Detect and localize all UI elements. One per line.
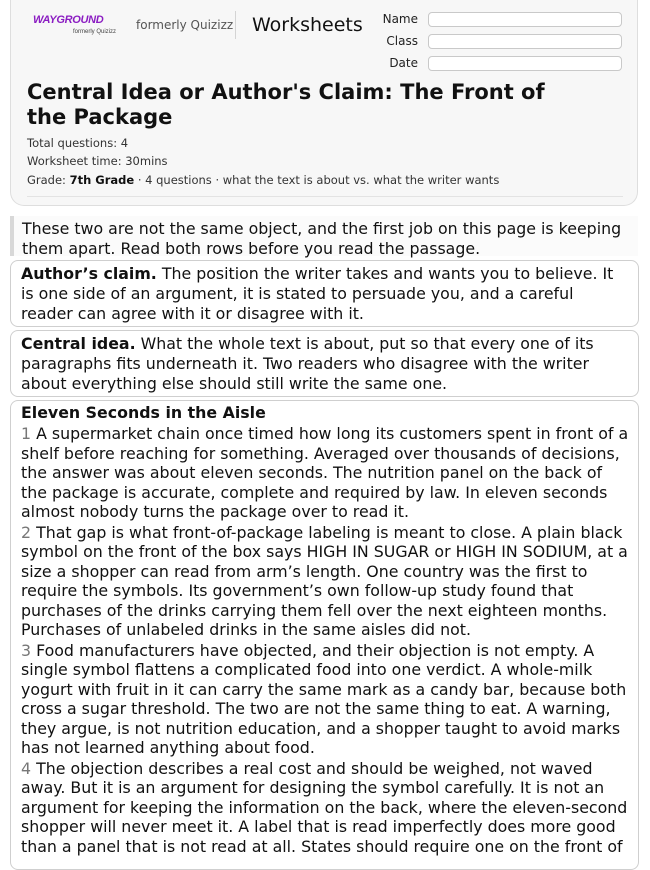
name-field[interactable] xyxy=(428,12,622,27)
paragraph-number: 3 xyxy=(21,640,32,660)
paragraph-number: 4 xyxy=(21,758,32,778)
logo-subtitle: formerly Quizizz xyxy=(73,29,117,35)
definition-text: What the whole text is about, put so that every one of its paragraphs fits underneath it. Two readers who disagree with the writer about everything else should still write the same one. xyxy=(21,334,594,393)
class-field[interactable] xyxy=(428,34,622,49)
grade-suffix: · 4 questions · what the text is about vs. what the writer wants xyxy=(134,173,500,187)
definition-authors-claim xyxy=(10,260,639,327)
wayground-logo xyxy=(33,14,123,38)
definition-term: Author’s claim. xyxy=(21,264,157,283)
total-questions: Total questions: 4 xyxy=(27,136,129,150)
formerly-quizizz-text: formerly Quizizz xyxy=(136,18,234,32)
paragraph-2 xyxy=(21,523,630,640)
passage xyxy=(10,400,639,870)
paragraph-text: That gap is what front-of-package labeling is meant to close. A plain black symbol on the front of the box says HIGH IN SUGAR or HIGH IN SODIUM, at a size a shopper can read from arm’s length. One country was the first to require the symbols. Its government’s own follow-up study found that purchases of the drinks carrying them fell over the next eighteen months. Purchases of unlabeled drinks in the same aisles did not. xyxy=(21,522,628,639)
definition-term: Central idea. xyxy=(21,334,136,353)
grade-value: 7th Grade xyxy=(69,173,135,187)
worksheet-time: Worksheet time: 30mins xyxy=(27,154,168,168)
paragraph-number: 2 xyxy=(21,522,32,542)
passage-title: Eleven Seconds in the Aisle xyxy=(21,403,266,422)
paragraph-4 xyxy=(21,759,630,857)
worksheets-label: Worksheets xyxy=(252,14,363,36)
header-rule xyxy=(27,196,623,197)
definition-central-idea xyxy=(10,330,639,397)
paragraph-1 xyxy=(21,424,630,522)
header-divider xyxy=(235,11,236,39)
worksheet-header xyxy=(10,0,638,206)
date-label: Date xyxy=(389,56,418,70)
paragraph-text: The objection describes a real cost and should be weighed, not waved away. But it is an argument for designing the symbol carefully. It is not an argument for keeping the information on the back, where the eleven-second shopper will never meet it. A label that is read imperfectly does more good than a panel that is not read at all. States should require one on the front of xyxy=(21,758,628,856)
paragraph-text: Food manufacturers have objected, and their objection is not empty. A single symbol flattens a complicated food into one verdict. A whole-milk yogurt with fruit in it can carry the same mark as a candy bar, because both cross a sugar threshold. The two are not the same thing to eat. A warning, they argue, is not nutrition education, and a shopper taught to avoid marks has not learned anything about food. xyxy=(21,640,627,757)
logo-wordmark: WAYGROUND xyxy=(33,14,104,26)
grade-prefix: Grade: xyxy=(27,173,70,187)
intro-note: These two are not the same object, and the first job on this page is keeping them apart. Read both rows before you read the passage. xyxy=(10,216,638,256)
grade-line xyxy=(27,173,499,187)
paragraph-text: A supermarket chain once timed how long its customers spent in front of a shelf before reaching for something. Averaged over thousands of decisions, the answer was about eleven seconds. The nutrition panel on the back of the package is accurate, complete and required by law. In eleven seconds almost nobody turns the package over to read it. xyxy=(21,424,629,521)
name-label: Name xyxy=(382,12,418,26)
paragraph-number: 1 xyxy=(21,424,32,443)
definition-text: The position the writer takes and wants you to believe. It is one side of an argument, it is stated to persuade you, and a careful reader can agree with it or disagree with it. xyxy=(21,264,614,323)
paragraph-3 xyxy=(21,641,630,758)
worksheet-title: Central Idea or Author's Claim: The Front of the Package xyxy=(27,80,545,129)
class-label: Class xyxy=(386,34,418,48)
date-field[interactable] xyxy=(428,56,622,71)
